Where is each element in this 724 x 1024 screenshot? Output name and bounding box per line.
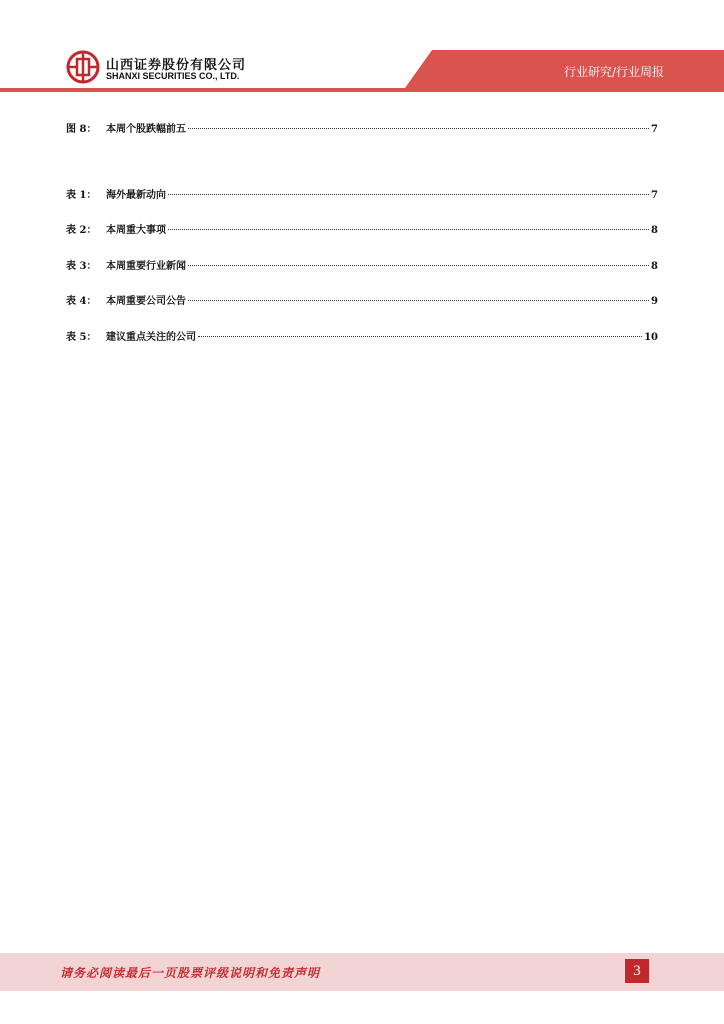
toc-entry[interactable]: [66, 328, 658, 346]
company-name-en: SHANXI SECURITIES CO., LTD.: [106, 71, 240, 81]
toc-entry-title: 本周个股跌幅前五: [106, 124, 186, 135]
toc-entry-title: 建议重点关注的公司: [106, 332, 196, 343]
toc-dot-leader: [188, 300, 649, 301]
toc-entry-label: 表 3：: [66, 261, 97, 272]
page-footer: [0, 953, 724, 991]
company-name-cn: 山西证券股份有限公司: [106, 58, 247, 73]
toc-dot-leader: [168, 229, 649, 230]
toc-entry[interactable]: [66, 292, 658, 310]
toc-entry-label: 表 4：: [66, 296, 97, 307]
toc-entry-page: 9: [651, 296, 658, 307]
toc-entry-page: 7: [651, 190, 658, 201]
toc-entry[interactable]: [66, 221, 658, 239]
page-header: [0, 0, 724, 100]
toc-entry[interactable]: [66, 120, 658, 138]
toc-entry-page: 8: [651, 225, 658, 236]
toc-dot-leader: [198, 336, 642, 337]
toc-entry-label: 表 2：: [66, 225, 97, 236]
toc-entry-title: 本周重要公司公告: [106, 296, 186, 307]
toc-entry-label: 表 5：: [66, 332, 97, 343]
report-type-label: 行业研究/行业周报: [563, 65, 664, 79]
toc-entry-title: 本周重大事项: [106, 225, 166, 236]
toc-entry-page: 7: [651, 124, 658, 135]
toc-entry-page: 8: [651, 261, 658, 272]
toc-dot-leader: [188, 265, 649, 266]
toc-entry-label: 表 1：: [66, 190, 97, 201]
page-number: 3: [625, 959, 649, 983]
toc-entry-page: 10: [644, 332, 658, 343]
toc-dot-leader: [188, 128, 649, 129]
toc-entry-title: 本周重要行业新闻: [106, 261, 186, 272]
disclaimer-notice[interactable]: 请务必阅读最后一页股票评级说明和免责声明: [60, 966, 321, 980]
toc-entry-title: 海外最新动向: [106, 190, 166, 201]
toc-dot-leader: [168, 194, 649, 195]
toc-entry[interactable]: [66, 186, 658, 204]
toc-entry-label: 图 8：: [66, 124, 97, 135]
shanxi-securities-logo-icon: [66, 50, 100, 84]
toc-entry[interactable]: [66, 257, 658, 275]
